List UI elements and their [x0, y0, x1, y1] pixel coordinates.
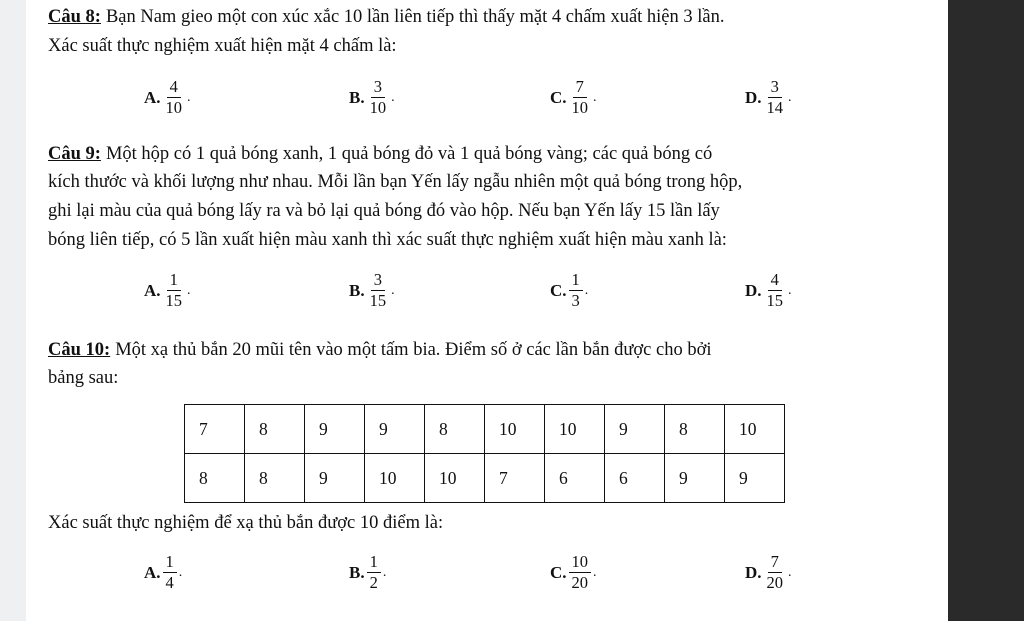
q8-line2: Xác suất thực nghiệm xuất hiện mặt 4 chấm là:	[48, 36, 397, 56]
table-cell: 8	[185, 454, 245, 503]
q8-line1: Câu 8: Bạn Nam gieo một con xúc xắc 10 lần liên tiếp thì thấy mặt 4 chấm xuất hiện 3 lần.	[48, 7, 725, 27]
q9-option-c: C. $\frac{1}{3}$ .	[550, 270, 589, 310]
fraction: $\frac{4}{10}$	[165, 77, 183, 117]
table-cell: 9	[365, 405, 425, 454]
table-cell: 9	[665, 454, 725, 503]
q10-line3: Xác suất thực nghiệm để xạ thủ bắn được 10 điểm là:	[48, 513, 444, 533]
table-cell: 7	[485, 454, 545, 503]
table-cell: 8	[425, 405, 485, 454]
q9-line2: kích thước và khối lượng như nhau. Mỗi lần bạn Yến lấy ngẫu nhiên một quả bóng trong hộp,	[48, 172, 743, 192]
table-cell: 8	[665, 405, 725, 454]
document-page	[26, 0, 948, 621]
table-cell: 9	[725, 454, 785, 503]
table-cell: 9	[305, 405, 365, 454]
table-cell: 6	[605, 454, 665, 503]
q9-line3: ghi lại màu của quả bóng lấy ra và bỏ lại quả bóng đó vào hộp. Nếu bạn Yến lấy 15 lần lấy	[48, 201, 720, 221]
fraction: $\frac{1}{4}$	[163, 553, 177, 592]
q10-line2: bảng sau:	[48, 368, 119, 388]
q9-line1: Câu 9: Một hộp có 1 quả bóng xanh, 1 quả bóng đỏ và 1 quả bóng vàng; các quả bóng có	[48, 144, 713, 164]
table-row	[185, 454, 785, 503]
q9-option-a: A. $\frac{1}{15}$ .	[144, 270, 191, 310]
table-row	[185, 405, 785, 454]
fraction: $\frac{3}{15}$	[369, 270, 387, 310]
q10-number: Câu 10:	[48, 340, 111, 360]
table-cell: 10	[425, 454, 485, 503]
table-cell: 6	[545, 454, 605, 503]
table-cell: 8	[245, 405, 305, 454]
fraction: $\frac{1}{3}$	[569, 271, 583, 310]
fraction: $\frac{7}{20}$	[766, 552, 784, 592]
q10-option-a: A. $\frac{1}{4}$ .	[144, 552, 183, 592]
q8-option-c: C. $\frac{7}{10}$ .	[550, 77, 597, 117]
q8-option-d: D. $\frac{3}{14}$ .	[745, 77, 792, 117]
q8-option-a: A. $\frac{4}{10}$ .	[144, 77, 191, 117]
fraction: $\frac{7}{10}$	[571, 77, 589, 117]
viewer-left-margin	[0, 0, 26, 621]
fraction: $\frac{4}{15}$	[766, 270, 784, 310]
q9-line4: bóng liên tiếp, có 5 lần xuất hiện màu xanh thì xác suất thực nghiệm xuất hiện màu xanh là:	[48, 230, 727, 250]
fraction: $\frac{1}{15}$	[165, 270, 183, 310]
fraction: $\frac{10}{20}$	[569, 553, 592, 592]
fraction: $\frac{3}{14}$	[766, 77, 784, 117]
table-cell: 10	[725, 405, 785, 454]
q10-option-d: D. $\frac{7}{20}$ .	[745, 552, 792, 592]
table-cell: 10	[545, 405, 605, 454]
table-cell: 10	[485, 405, 545, 454]
q9-option-d: D. $\frac{4}{15}$ .	[745, 270, 792, 310]
q10-option-b: B. $\frac{1}{2}$ .	[349, 552, 387, 592]
q8-number: Câu 8:	[48, 7, 101, 27]
q9-option-b: B. $\frac{3}{15}$ .	[349, 270, 395, 310]
table-cell: 9	[305, 454, 365, 503]
q8-option-b: B. $\frac{3}{10}$ .	[349, 77, 395, 117]
table-cell: 8	[245, 454, 305, 503]
fraction: $\frac{3}{10}$	[369, 77, 387, 117]
table-cell: 10	[365, 454, 425, 503]
table-cell: 7	[185, 405, 245, 454]
fraction: $\frac{1}{2}$	[367, 553, 381, 592]
viewer-right-panel	[948, 0, 1024, 621]
q10-option-c: C. $\frac{10}{20}$ .	[550, 552, 597, 592]
table-cell: 9	[605, 405, 665, 454]
q10-line1: Câu 10: Một xạ thủ bắn 20 mũi tên vào một tấm bia. Điểm số ở các lần bắn được cho bởi	[48, 340, 712, 360]
q9-number: Câu 9:	[48, 144, 101, 164]
scores-table	[184, 404, 785, 503]
